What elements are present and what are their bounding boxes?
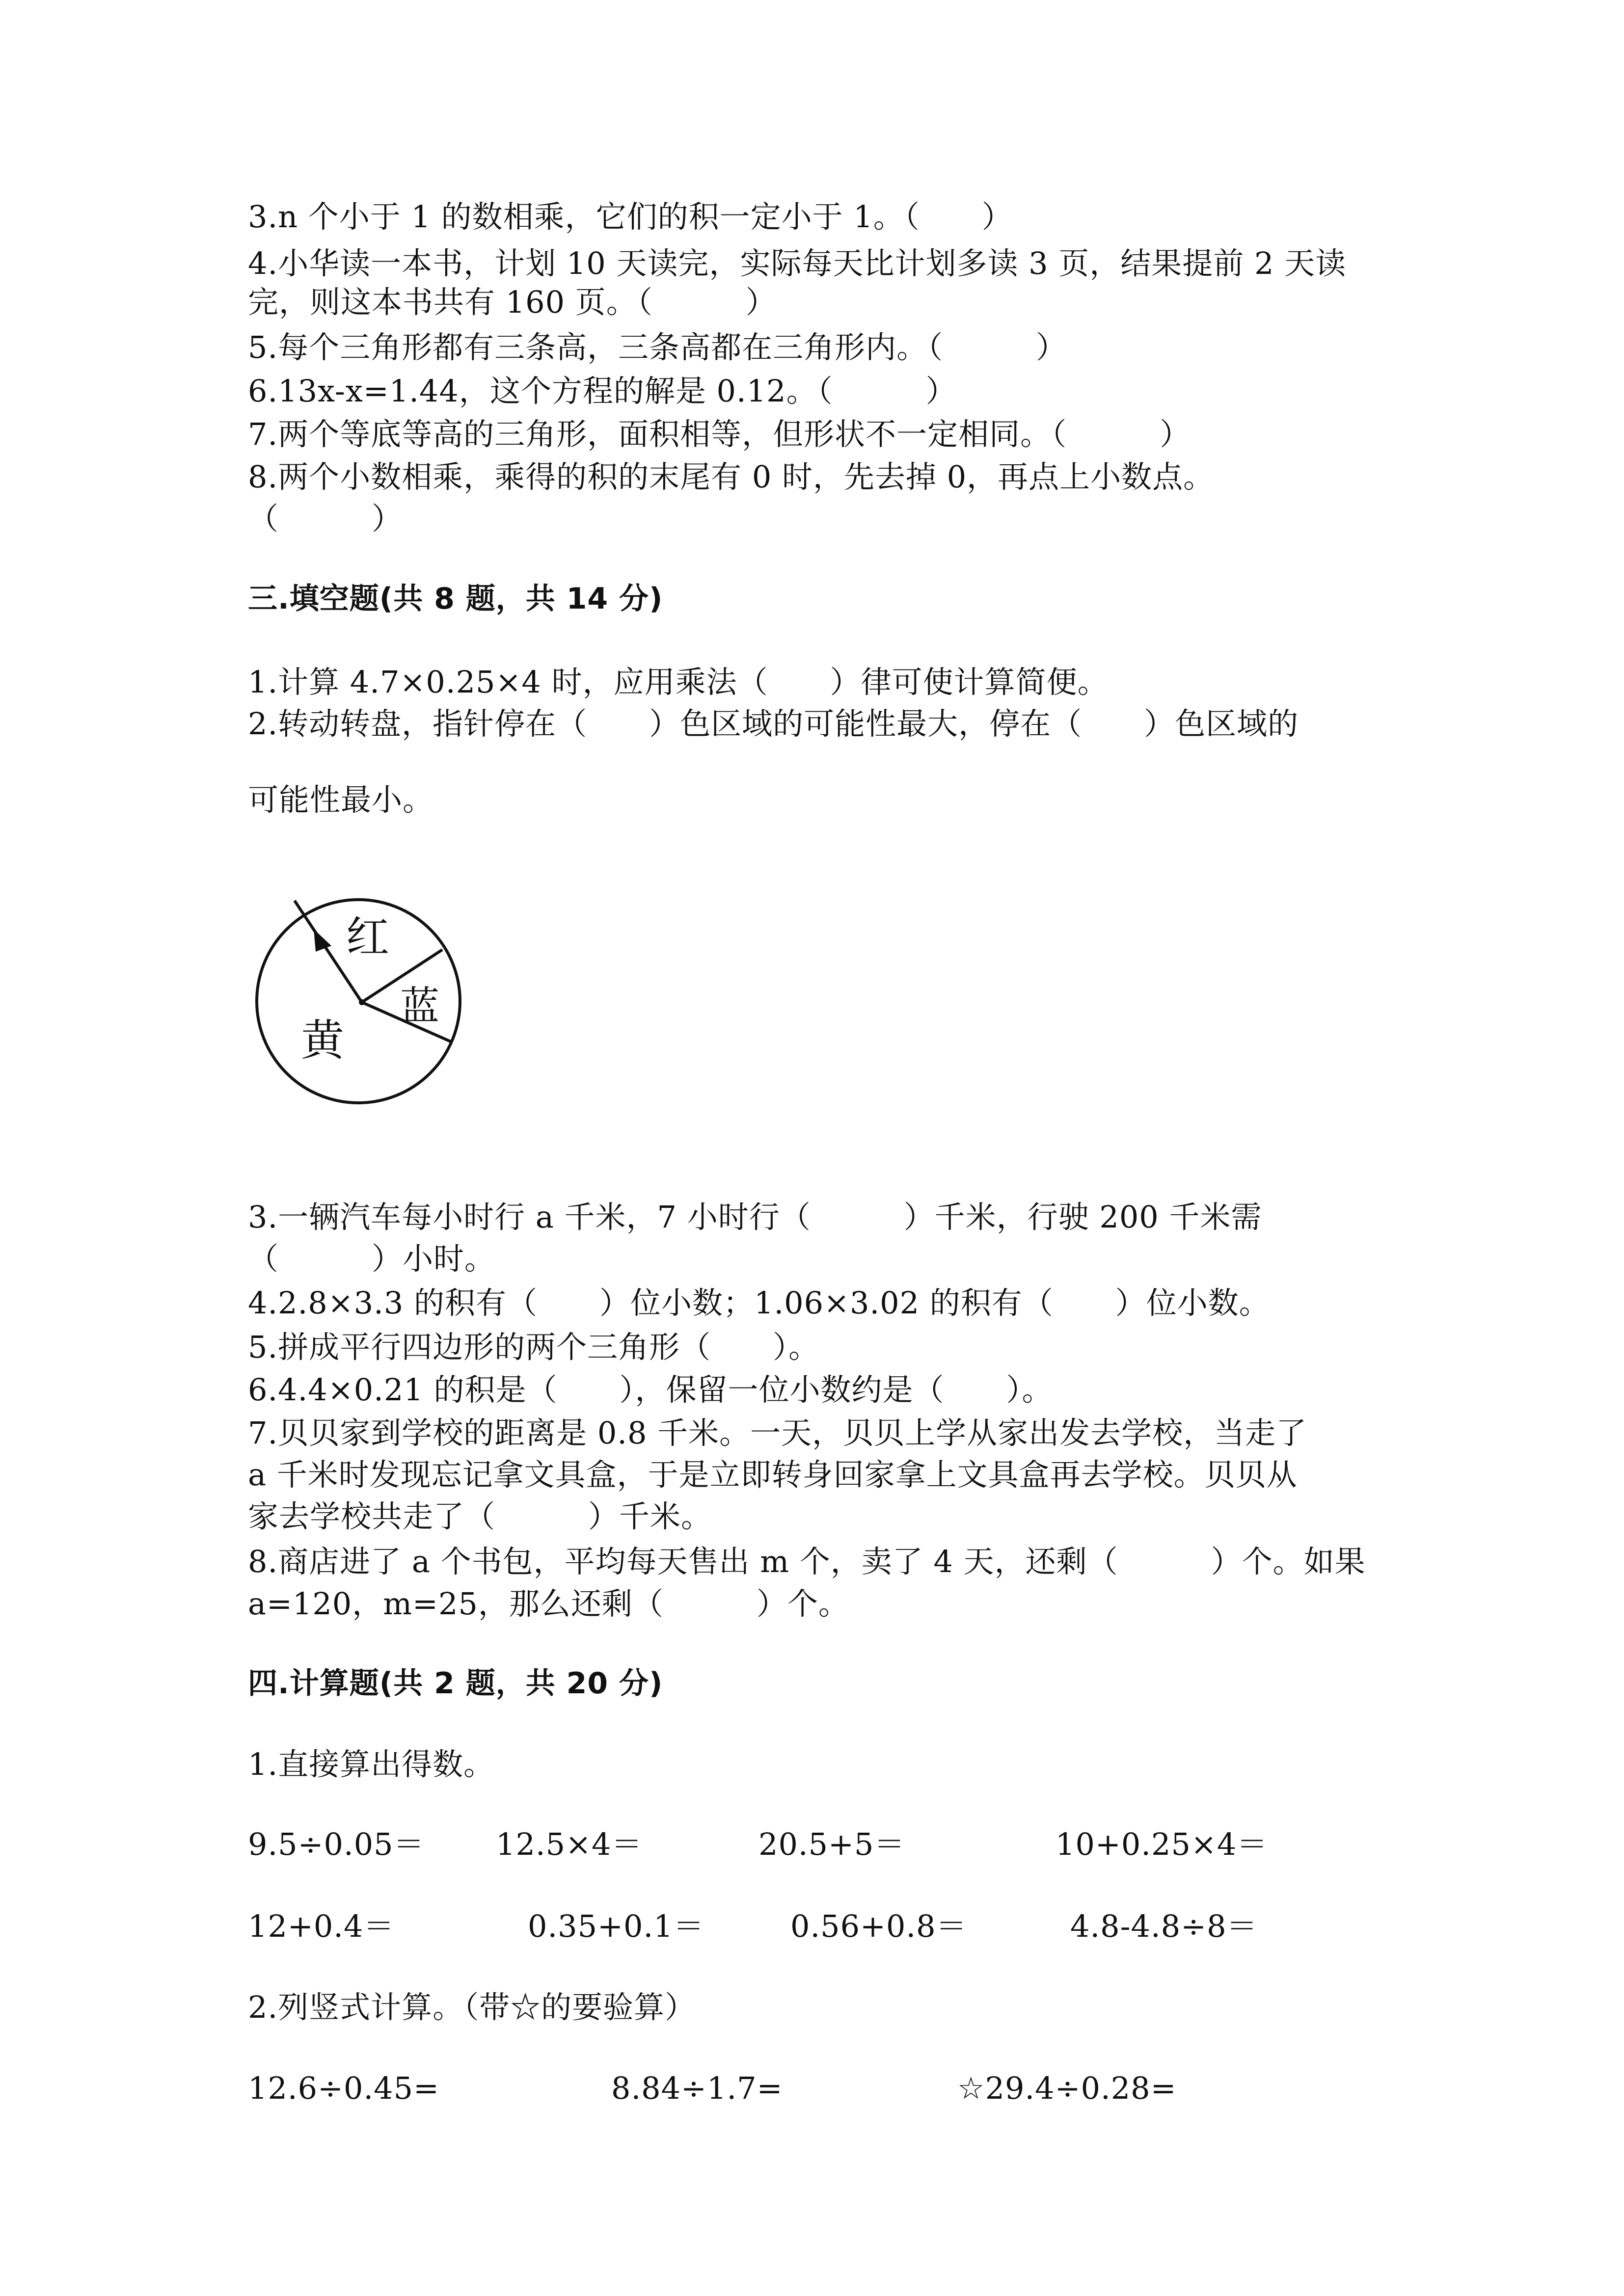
judgement-q4-line1: 4.小华读一本书，计划 10 天读完，实际每天比计划多读 3 页，结果提前 2 天读 (248, 245, 1347, 281)
calc-expr: 9.5÷0.05＝ (248, 1826, 425, 1862)
fill-q7-line1: 7.贝贝家到学校的距离是 0.8 千米。一天，贝贝上学从家出发去学校，当走了 (248, 1415, 1307, 1451)
calc-q1-title: 1.直接算出得数。 (248, 1746, 495, 1782)
fill-q6: 6.4.4×0.21 的积是（ ），保留一位小数约是（ ）。 (248, 1372, 1053, 1408)
section3-heading: 三.填空题(共 8 题，共 14 分) (248, 582, 663, 616)
calc-expr: 12.5×4＝ (496, 1826, 643, 1862)
calc-expr: 10+0.25×4＝ (1056, 1826, 1268, 1862)
calc-expr: 0.56+0.8＝ (790, 1908, 967, 1944)
fill-q3-line1: 3.一辆汽车每小时行 a 千米，7 小时行（ ）千米，行驶 200 千米需 (248, 1199, 1262, 1235)
judgement-q6: 6.13x-x=1.44，这个方程的解是 0.12。（ ） (248, 373, 957, 409)
calc-q2-title: 2.列竖式计算。（带☆的要验算） (248, 1989, 696, 2025)
pointer-arrow-icon (314, 929, 331, 952)
fill-q7-line2: a 千米时发现忘记拿文具盒，于是立即转身回家拿上文具盒再去学校。贝贝从 (248, 1457, 1298, 1493)
fill-q4: 4.2.8×3.3 的积有（ ）位小数；1.06×3.02 的积有（ ）位小数。 (248, 1285, 1270, 1321)
fill-q8-line1: 8.商店进了 a 个书包，平均每天售出 m 个，卖了 4 天，还剩（ ）个。如果 (248, 1544, 1366, 1579)
judgement-q7: 7.两个等底等高的三角形，面积相等，但形状不一定相同。（ ） (248, 416, 1191, 452)
label-yellow: 黄 (301, 1015, 345, 1066)
fill-q5: 5.拼成平行四边形的两个三角形（ ）。 (248, 1329, 820, 1365)
judgement-q4-line2: 完，则这本书共有 160 页。（ ） (248, 284, 777, 320)
section4-heading: 四.计算题(共 2 题，共 20 分) (248, 1666, 663, 1701)
judgement-q8-line1: 8.两个小数相乘，乘得的积的末尾有 0 时，先去掉 0，再点上小数点。 (248, 459, 1215, 495)
label-red: 红 (346, 912, 390, 962)
fill-q8-line2: a=120，m=25，那么还剩（ ）个。 (248, 1586, 849, 1622)
fill-q2-line1: 2.转动转盘，指针停在（ ）色区域的可能性最大，停在（ ）色区域的 (248, 706, 1299, 742)
calc-expr: 20.5+5＝ (758, 1826, 905, 1862)
pointer-pivot (359, 999, 365, 1005)
vertical-calc-expr: 8.84÷1.7= (611, 2070, 783, 2106)
calc-expr: 0.35+0.1＝ (528, 1908, 704, 1944)
fill-q2-line2: 可能性最小。 (248, 782, 434, 818)
calc-expr: 12+0.4＝ (248, 1908, 395, 1944)
label-blue: 蓝 (400, 983, 439, 1029)
judgement-q5: 5.每个三角形都有三条高，三条高都在三角形内。（ ） (248, 329, 1067, 365)
vertical-calc-expr: ☆29.4÷0.28= (957, 2070, 1177, 2106)
calc-expr: 4.8-4.8÷8＝ (1070, 1908, 1258, 1944)
spinner-figure (253, 891, 469, 1112)
fill-q1: 1.计算 4.7×0.25×4 时，应用乘法（ ）律可使计算简便。 (248, 664, 1109, 700)
judgement-q8-line2: （ ） (248, 501, 403, 536)
fill-q7-line3: 家去学校共走了（ ）千米。 (248, 1498, 712, 1534)
vertical-calc-expr: 12.6÷0.45= (248, 2070, 439, 2106)
fill-q3-line2: （ ）小时。 (248, 1241, 496, 1277)
judgement-q3: 3.n 个小于 1 的数相乘，它们的积一定小于 1。（ ） (248, 199, 1013, 235)
